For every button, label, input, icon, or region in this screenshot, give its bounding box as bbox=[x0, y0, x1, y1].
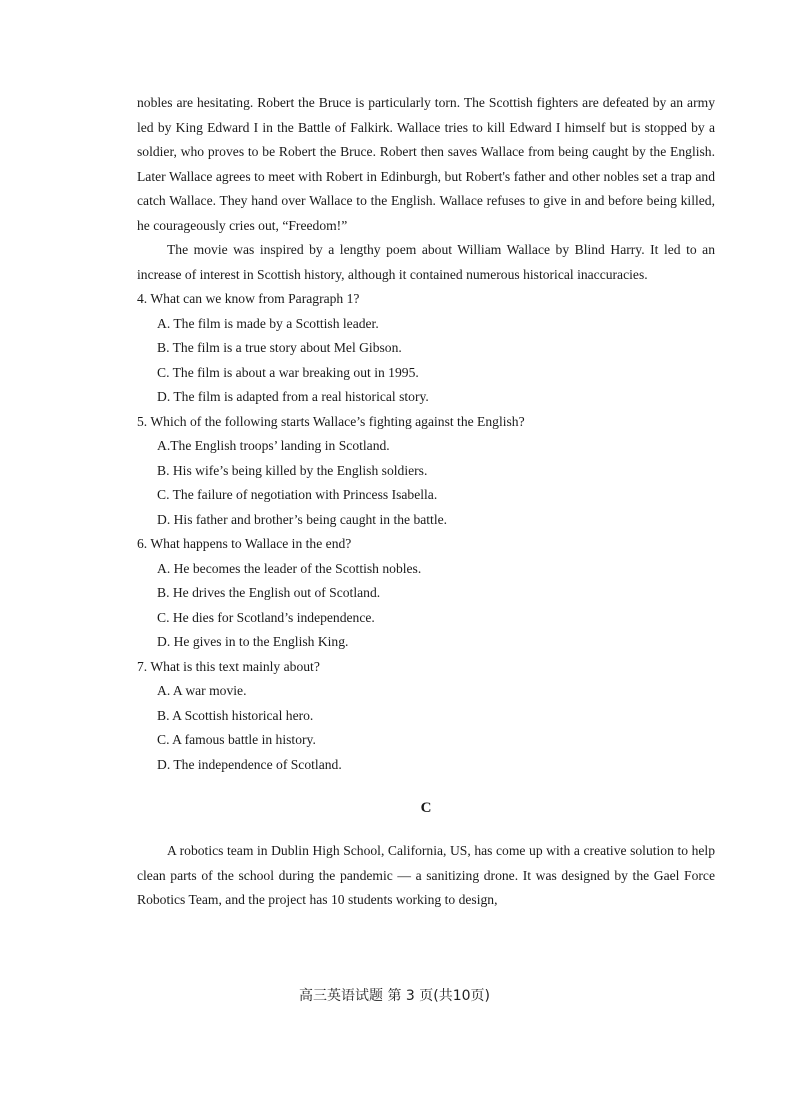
option-a: A.The English troops’ landing in Scotland. bbox=[157, 438, 390, 453]
option-a: A. A war movie. bbox=[157, 683, 247, 698]
page-footer: 高三英语试题 第 3 页(共10页) bbox=[299, 988, 490, 1004]
question-4 bbox=[137, 287, 715, 410]
option-b: B. The film is a true story about Mel Gibson. bbox=[157, 340, 402, 355]
option-b: B. A Scottish historical hero. bbox=[157, 707, 314, 723]
option-c: C. A famous battle in history. bbox=[157, 732, 316, 747]
passage-c-paragraph: A robotics team in Dublin High School, California, US, has come up with a creative solution to help clean parts of the school during the pandemic — a sanitizing drone. It was designed by the Gael Force Robotics Team, and the project has 10 students working to design, bbox=[137, 843, 715, 907]
question-stem: 6. What happens to Wallace in the end? bbox=[137, 536, 352, 551]
option-a: A. He becomes the leader of the Scottish nobles. bbox=[157, 560, 422, 576]
option-b: B. He drives the English out of Scotland. bbox=[157, 585, 381, 600]
question-5 bbox=[137, 410, 715, 533]
option-d: D. He gives in to the English King. bbox=[157, 634, 349, 649]
option-a: A. The film is made by a Scottish leader. bbox=[157, 315, 379, 331]
question-stem: 5. Which of the following starts Wallace’s fighting against the English? bbox=[137, 413, 525, 429]
option-c: C. The failure of negotiation with Princess Isabella. bbox=[157, 487, 438, 502]
option-b: B. His wife’s being killed by the English soldiers. bbox=[157, 462, 428, 478]
question-7 bbox=[137, 655, 715, 778]
option-c: C. He dies for Scotland’s independence. bbox=[157, 609, 375, 625]
passage-b-last-paragraph: The movie was inspired by a lengthy poem about William Wallace by Blind Harry. It led to an increase of interest in Scottish history, although it contained numerous historical inaccuracies. bbox=[137, 242, 715, 282]
exam-page-content bbox=[137, 91, 715, 913]
option-d: D. His father and brother’s being caught in the battle. bbox=[157, 511, 448, 527]
question-stem: 7. What is this text mainly about? bbox=[137, 658, 320, 674]
option-c: C. The film is about a war breaking out in 1995. bbox=[157, 364, 419, 380]
section-heading-c: C bbox=[420, 800, 432, 816]
question-stem: 4. What can we know from Paragraph 1? bbox=[137, 291, 360, 306]
question-6 bbox=[137, 532, 715, 655]
passage-b-paragraph: nobles are hesitating. Robert the Bruce is particularly torn. The Scottish fighters are defeated by an army led by King Edward I in the Battle of Falkirk. Wallace tries to kill Edward I himself but is stopped by a soldier, who proves to be Robert the Bruce. Robert then saves Wallace from being caught by the English. Later Wallace agrees to meet with Robert in Edinburgh, but Robert's father and other nobles set a trap and catch Wallace. They hand over Wallace to the English. Wallace refuses to give in and before being killed, he courageously cries out, “Freedom!” bbox=[137, 95, 715, 233]
option-d: D. The film is adapted from a real historical story. bbox=[157, 389, 429, 404]
option-d: D. The independence of Scotland. bbox=[157, 756, 342, 772]
